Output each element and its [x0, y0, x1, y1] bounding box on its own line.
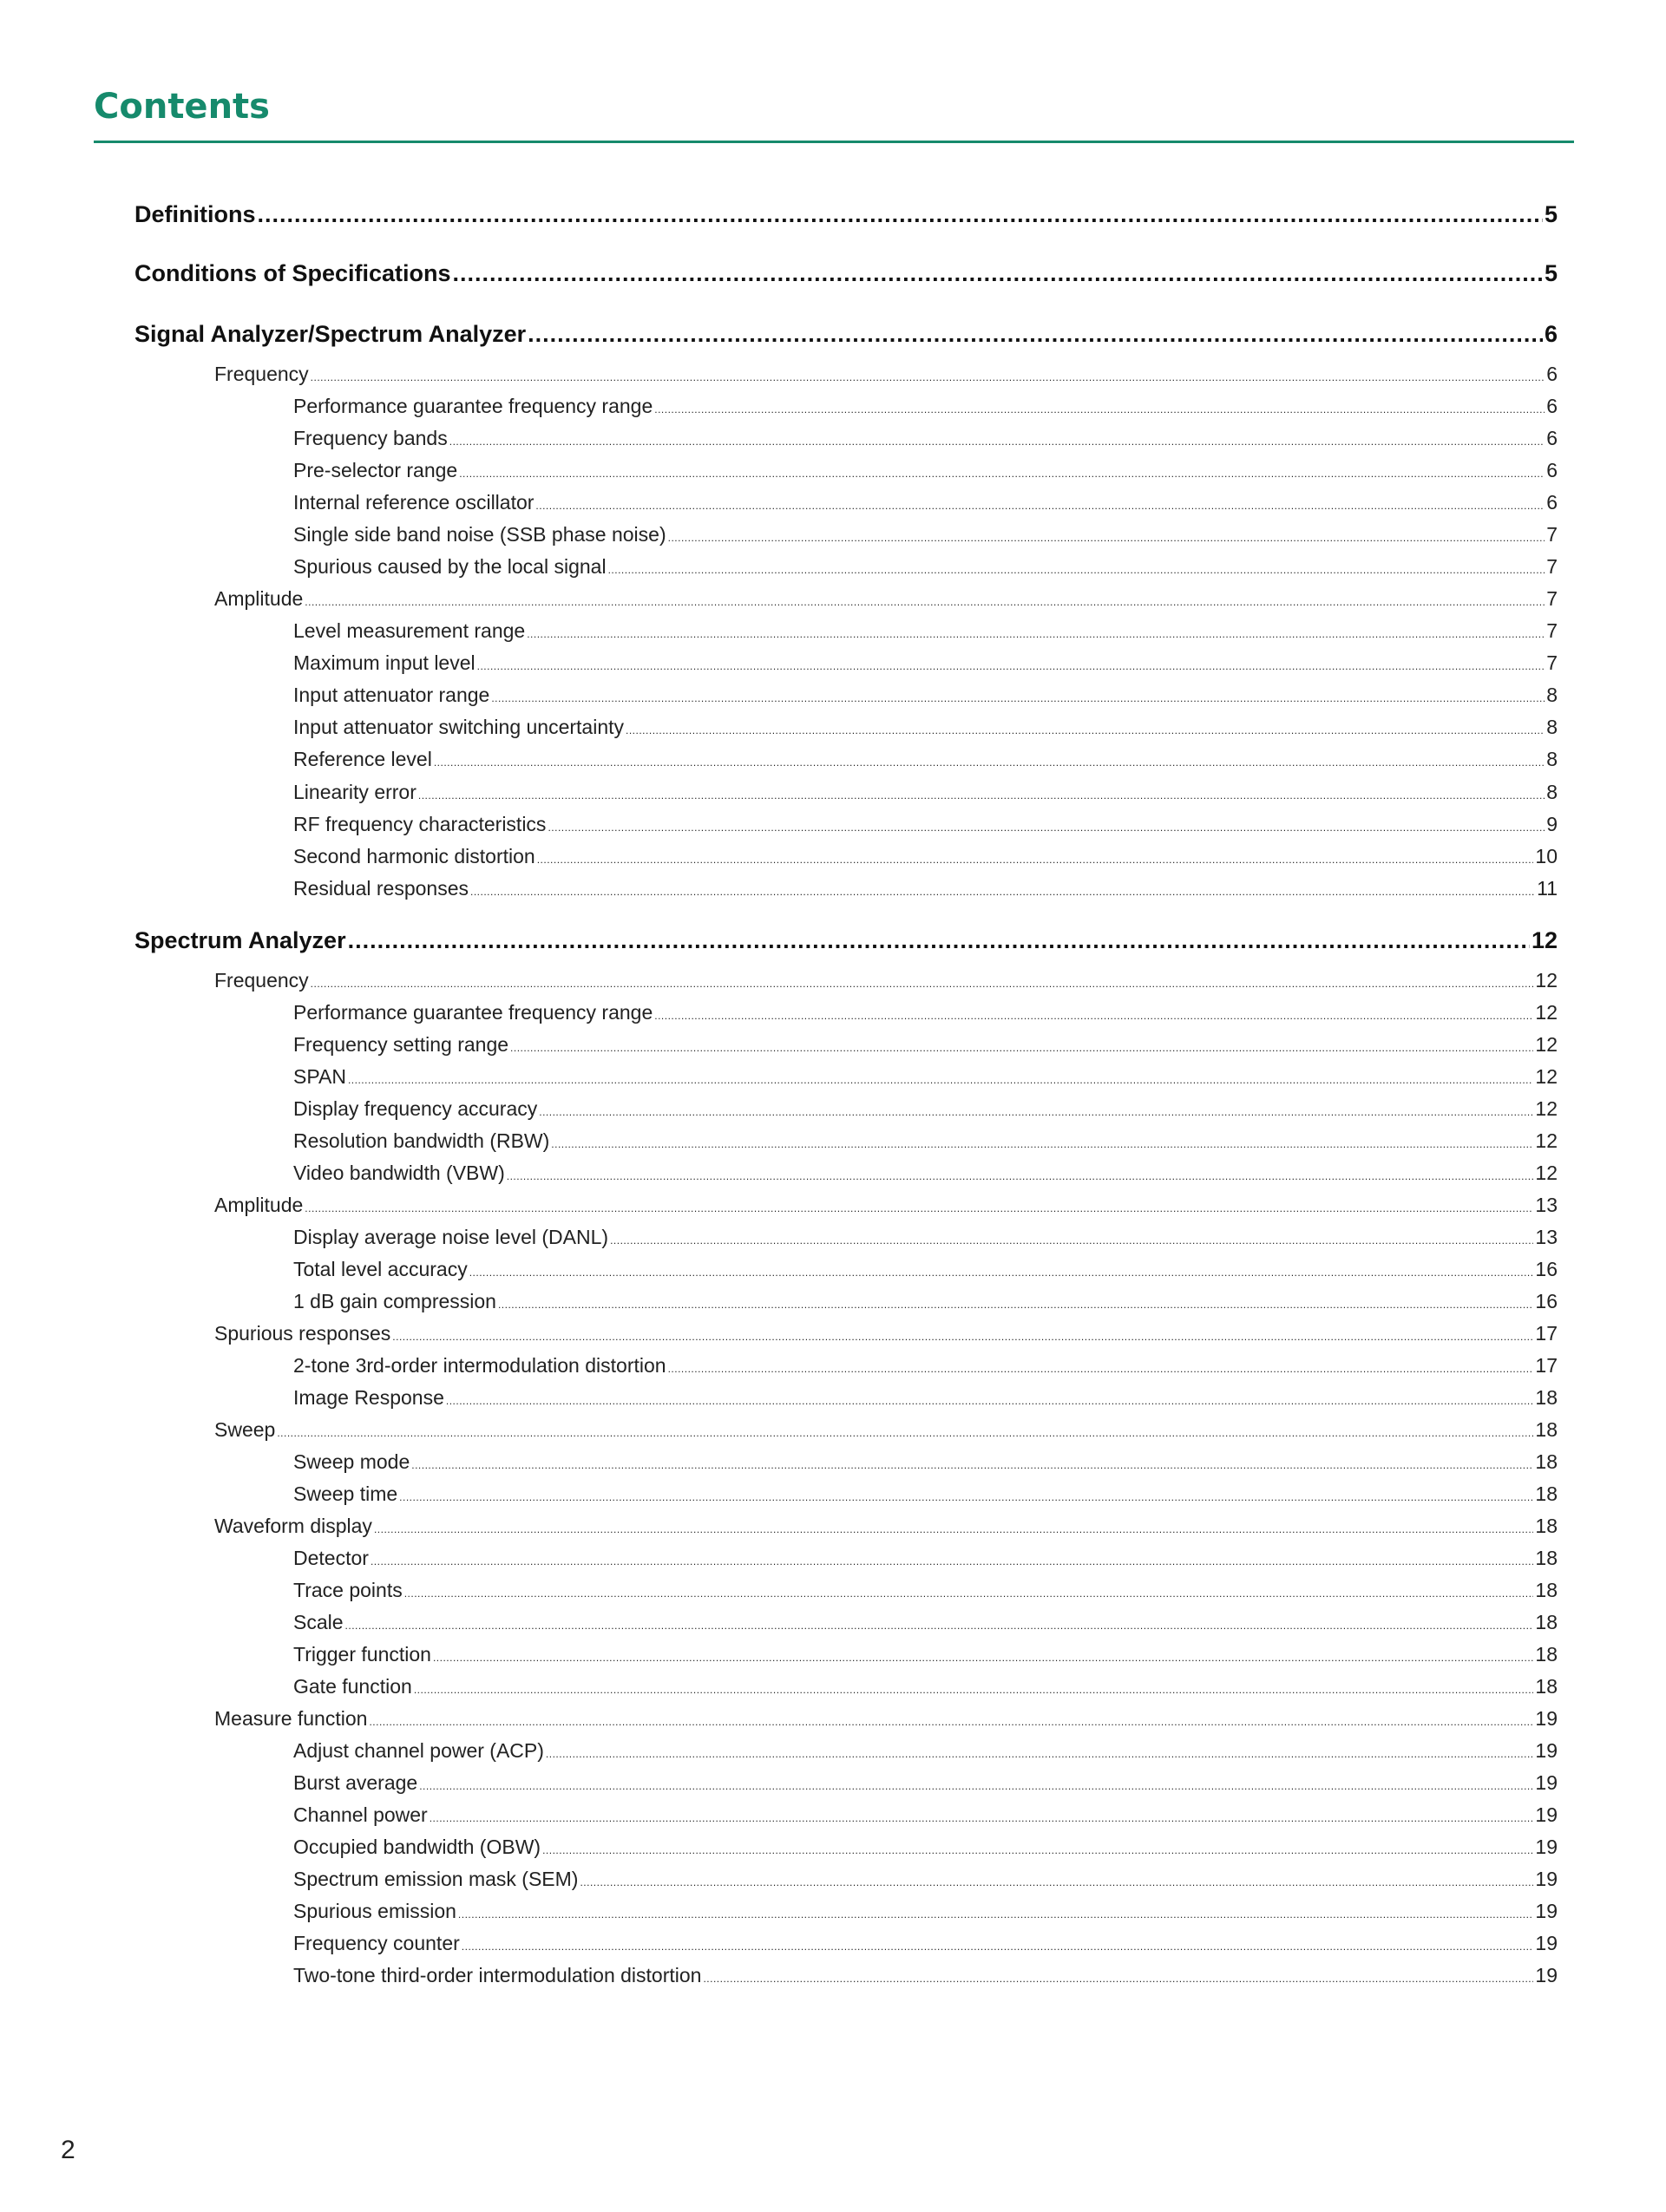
toc-item[interactable]	[293, 1611, 1558, 1634]
toc-page-number: 18	[1535, 1418, 1558, 1441]
toc-entry-title: Spectrum emission mask (SEM)	[293, 1868, 579, 1890]
dot-leader	[668, 532, 1545, 544]
toc-item[interactable]	[293, 1482, 1558, 1506]
toc-entry-title: Burst average	[293, 1771, 418, 1794]
toc-page-number: 18	[1535, 1450, 1558, 1473]
dot-leader	[528, 321, 1543, 348]
page-number: 2	[61, 2136, 75, 2164]
toc-subsection[interactable]	[214, 363, 1558, 386]
toc-page-number: 12	[1531, 927, 1558, 953]
toc-entry-title: Definitions	[134, 201, 256, 227]
toc-page-number: 18	[1535, 1482, 1558, 1505]
toc-entry-title: Spectrum Analyzer	[134, 927, 346, 953]
dot-leader	[434, 756, 1545, 769]
toc-section[interactable]	[134, 927, 1558, 954]
toc-entry-title: Pre-selector range	[293, 459, 458, 481]
dot-leader	[277, 1427, 1533, 1439]
dot-leader	[418, 789, 1545, 802]
toc-entry-title: Level measurement range	[293, 619, 526, 642]
dot-leader	[371, 1555, 1533, 1567]
toc-page-number: 17	[1535, 1354, 1558, 1377]
toc-page-number: 12	[1535, 1033, 1558, 1056]
toc-entry-title: Spurious emission	[293, 1900, 456, 1922]
toc-entry-title: Occupied bandwidth (OBW)	[293, 1836, 541, 1858]
toc-page-number: 18	[1535, 1515, 1558, 1537]
toc-item[interactable]	[293, 1386, 1558, 1410]
dot-leader	[527, 628, 1545, 640]
toc-subsection[interactable]	[214, 1707, 1558, 1731]
dot-leader	[546, 1748, 1533, 1760]
toc-item[interactable]	[293, 1290, 1558, 1313]
toc-item[interactable]	[293, 1771, 1558, 1795]
toc-item[interactable]	[293, 651, 1558, 675]
toc-entry-title: Conditions of Specifications	[134, 260, 451, 286]
toc-entry-title: Single side band noise (SSB phase noise)	[293, 523, 666, 546]
toc-page-number: 8	[1546, 748, 1558, 770]
dot-leader	[535, 500, 1545, 512]
toc-entry-title: Resolution bandwidth (RBW)	[293, 1129, 550, 1152]
toc-section[interactable]	[134, 201, 1558, 228]
toc-entry-title: Adjust channel power (ACP)	[293, 1739, 544, 1762]
toc-page-number: 19	[1535, 1739, 1558, 1762]
toc-entry-title: Input attenuator range	[293, 684, 490, 706]
dot-leader	[477, 660, 1545, 672]
dot-leader	[419, 1780, 1533, 1792]
toc-entry-title: Performance guarantee frequency range	[293, 1001, 653, 1024]
toc-page-number: 6	[1546, 363, 1558, 385]
toc-page-number: 19	[1535, 1803, 1558, 1826]
dot-leader	[654, 1010, 1533, 1022]
toc-page-number: 18	[1535, 1675, 1558, 1698]
toc-page-number: 8	[1546, 716, 1558, 738]
toc-page-number: 19	[1535, 1932, 1558, 1954]
dot-leader	[311, 978, 1534, 990]
dot-leader	[626, 724, 1545, 736]
dot-leader	[311, 371, 1545, 383]
toc-entry-title: Linearity error	[293, 781, 416, 803]
toc-item[interactable]	[293, 1868, 1558, 1891]
toc-page-number: 17	[1535, 1322, 1558, 1345]
dot-leader	[668, 1363, 1534, 1375]
toc-entry-title: Display frequency accuracy	[293, 1097, 538, 1120]
toc-page-number: 12	[1535, 1097, 1558, 1120]
dot-leader	[580, 1876, 1533, 1888]
dot-leader	[411, 1459, 1533, 1471]
toc-item[interactable]	[293, 1097, 1558, 1121]
toc-item[interactable]	[293, 1450, 1558, 1474]
toc-item[interactable]	[293, 523, 1558, 546]
toc-page-number: 16	[1535, 1258, 1558, 1280]
dot-leader	[703, 1973, 1533, 1985]
toc-item[interactable]	[293, 684, 1558, 707]
toc-item[interactable]	[293, 748, 1558, 771]
toc-subsection[interactable]	[214, 1322, 1558, 1345]
dot-leader	[548, 821, 1545, 834]
toc-page-number: 10	[1535, 845, 1558, 867]
toc-page-number: 12	[1535, 1065, 1558, 1088]
toc-section[interactable]	[134, 321, 1558, 348]
toc-item[interactable]	[293, 1932, 1558, 1955]
dot-leader	[345, 1620, 1534, 1632]
dot-leader	[510, 1042, 1533, 1054]
dot-leader	[537, 854, 1534, 866]
toc-entry-title: Frequency	[214, 969, 309, 991]
toc-item[interactable]	[293, 1675, 1558, 1698]
toc-page-number: 19	[1535, 1868, 1558, 1890]
dot-leader	[433, 1652, 1533, 1664]
toc-item[interactable]	[293, 1579, 1558, 1602]
toc-entry-title: Signal Analyzer/Spectrum Analyzer	[134, 321, 527, 347]
toc-entry-title: Frequency	[214, 363, 309, 385]
toc-page-number: 7	[1546, 523, 1558, 546]
dot-leader	[449, 435, 1545, 448]
toc-item[interactable]	[293, 781, 1558, 804]
toc-entry-title: Channel power	[293, 1803, 428, 1826]
toc-entry-title: Spurious responses	[214, 1322, 391, 1345]
toc-item[interactable]	[293, 1547, 1558, 1570]
toc-entry-title: Residual responses	[293, 877, 469, 900]
toc-item[interactable]	[293, 813, 1558, 836]
toc-entry-title: Frequency setting range	[293, 1033, 509, 1056]
toc-item[interactable]	[293, 1065, 1558, 1089]
toc-item[interactable]	[293, 491, 1558, 514]
toc-entry-title: Sweep	[214, 1418, 276, 1441]
dot-leader	[453, 260, 1543, 287]
toc-page-number: 19	[1535, 1836, 1558, 1858]
toc-item[interactable]	[293, 555, 1558, 579]
dot-leader	[654, 403, 1545, 416]
toc-section[interactable]	[134, 260, 1558, 287]
dot-leader	[459, 468, 1545, 480]
dot-leader	[462, 1940, 1534, 1953]
toc-item[interactable]	[293, 1258, 1558, 1281]
dot-leader	[404, 1587, 1534, 1600]
toc-item[interactable]	[293, 1001, 1558, 1024]
toc-entry-title: Video bandwidth (VBW)	[293, 1162, 505, 1184]
toc-page-number: 19	[1535, 1771, 1558, 1794]
toc-page-number: 6	[1544, 321, 1558, 347]
toc-item[interactable]	[293, 1836, 1558, 1859]
toc-entry-title: Image Response	[293, 1386, 444, 1409]
dot-leader	[430, 1812, 1534, 1824]
toc-entry-title: Waveform display	[214, 1515, 372, 1537]
toc-subsection[interactable]	[214, 1515, 1558, 1538]
dot-leader	[498, 1299, 1533, 1311]
toc-page-number: 5	[1544, 260, 1558, 286]
toc-item[interactable]	[293, 1354, 1558, 1378]
toc-entry-title: Scale	[293, 1611, 344, 1633]
toc-subsection[interactable]	[214, 1194, 1558, 1217]
toc-entry-title: Amplitude	[214, 1194, 304, 1216]
toc-page-number: 19	[1535, 1900, 1558, 1922]
toc-page-number: 12	[1535, 1162, 1558, 1184]
toc-entry-title: Second harmonic distortion	[293, 845, 535, 867]
toc-item[interactable]	[293, 1226, 1558, 1249]
toc-item[interactable]	[293, 1033, 1558, 1057]
dot-leader	[258, 201, 1543, 228]
dot-leader	[551, 1138, 1533, 1150]
dot-leader	[348, 1074, 1533, 1086]
dot-leader	[305, 1202, 1533, 1214]
dot-leader	[414, 1684, 1534, 1696]
toc-item[interactable]	[293, 1900, 1558, 1923]
dot-leader	[491, 692, 1545, 704]
toc-entry-title: SPAN	[293, 1065, 346, 1088]
dot-leader	[369, 1716, 1533, 1728]
toc-page-number: 6	[1546, 395, 1558, 417]
toc-page-number: 13	[1535, 1226, 1558, 1248]
toc-page-number: 19	[1535, 1964, 1558, 1986]
toc-item[interactable]	[293, 619, 1558, 643]
toc-entry-title: Detector	[293, 1547, 369, 1569]
toc-entry-title: Trace points	[293, 1579, 403, 1601]
toc-entry-title: Spurious caused by the local signal	[293, 555, 607, 578]
dot-leader	[507, 1170, 1534, 1182]
dot-leader	[399, 1491, 1533, 1503]
toc-entry-title: Total level accuracy	[293, 1258, 468, 1280]
toc-item[interactable]	[293, 1162, 1558, 1185]
toc-item[interactable]	[293, 1739, 1558, 1763]
dot-leader	[305, 596, 1545, 608]
toc-page-number: 18	[1535, 1643, 1558, 1666]
toc-subsection[interactable]	[214, 969, 1558, 992]
toc-entry-title: Reference level	[293, 748, 432, 770]
toc-item[interactable]	[293, 877, 1558, 900]
toc-entry-title: Two-tone third-order intermodulation distortion	[293, 1964, 702, 1986]
toc-entry-title: Measure function	[214, 1707, 368, 1730]
dot-leader	[348, 927, 1530, 954]
toc-item[interactable]	[293, 845, 1558, 868]
toc-entry-title: Amplitude	[214, 587, 304, 610]
toc-page-number: 16	[1535, 1290, 1558, 1312]
toc-entry-title: Trigger function	[293, 1643, 431, 1666]
toc-page-number: 6	[1546, 427, 1558, 449]
toc-item[interactable]	[293, 427, 1558, 450]
dot-leader	[458, 1908, 1533, 1921]
toc-item[interactable]	[293, 459, 1558, 482]
toc-page-number: 5	[1544, 201, 1558, 227]
toc-item[interactable]	[293, 1803, 1558, 1827]
toc-page-number: 6	[1546, 491, 1558, 514]
toc-page-number: 12	[1535, 1129, 1558, 1152]
toc-entry-title: 2-tone 3rd-order intermodulation distortion	[293, 1354, 666, 1377]
toc-item[interactable]	[293, 395, 1558, 418]
toc-page-number: 19	[1535, 1707, 1558, 1730]
toc-item[interactable]	[293, 716, 1558, 739]
toc-entry-title: Frequency bands	[293, 427, 448, 449]
toc-item[interactable]	[293, 1643, 1558, 1666]
toc-entry-title: Input attenuator switching uncertainty	[293, 716, 625, 738]
dot-leader	[610, 1234, 1533, 1247]
toc-entry-title: Frequency counter	[293, 1932, 460, 1954]
dot-leader	[470, 886, 1535, 898]
dot-leader	[539, 1106, 1533, 1118]
dot-leader	[542, 1844, 1533, 1856]
toc-page-number: 6	[1546, 459, 1558, 481]
dot-leader	[608, 564, 1545, 576]
toc-page-number: 18	[1535, 1547, 1558, 1569]
toc-entry-title: Performance guarantee frequency range	[293, 395, 653, 417]
toc-page-number: 13	[1535, 1194, 1558, 1216]
toc-subsection[interactable]	[214, 587, 1558, 611]
dot-leader	[392, 1331, 1533, 1343]
dot-leader	[446, 1395, 1534, 1407]
toc-entry-title: Internal reference oscillator	[293, 491, 535, 514]
toc-entry-title: Sweep time	[293, 1482, 398, 1505]
toc-page-number: 12	[1535, 969, 1558, 991]
toc-entry-title: Display average noise level (DANL)	[293, 1226, 609, 1248]
toc-page-number: 7	[1546, 651, 1558, 674]
toc-item[interactable]	[293, 1129, 1558, 1153]
dot-leader	[374, 1523, 1533, 1535]
toc-page-number: 12	[1535, 1001, 1558, 1024]
toc-item[interactable]	[293, 1964, 1558, 1987]
toc-subsection[interactable]	[214, 1418, 1558, 1442]
toc-entry-title: 1 dB gain compression	[293, 1290, 496, 1312]
toc-page-number: 7	[1546, 587, 1558, 610]
toc-entry-title: Sweep mode	[293, 1450, 410, 1473]
toc-page-number: 11	[1537, 877, 1558, 900]
toc-page-number: 9	[1546, 813, 1558, 835]
toc-entry-title: RF frequency characteristics	[293, 813, 547, 835]
toc-page-number: 8	[1546, 684, 1558, 706]
toc-page-number: 18	[1535, 1579, 1558, 1601]
toc-page-number: 18	[1535, 1386, 1558, 1409]
toc-page-number: 18	[1535, 1611, 1558, 1633]
toc-page-number: 8	[1546, 781, 1558, 803]
page-title: Contents	[94, 87, 270, 127]
toc-page-number: 7	[1546, 619, 1558, 642]
toc-entry-title: Maximum input level	[293, 651, 476, 674]
toc-page-number: 7	[1546, 555, 1558, 578]
dot-leader	[469, 1266, 1534, 1279]
toc-entry-title: Gate function	[293, 1675, 412, 1698]
